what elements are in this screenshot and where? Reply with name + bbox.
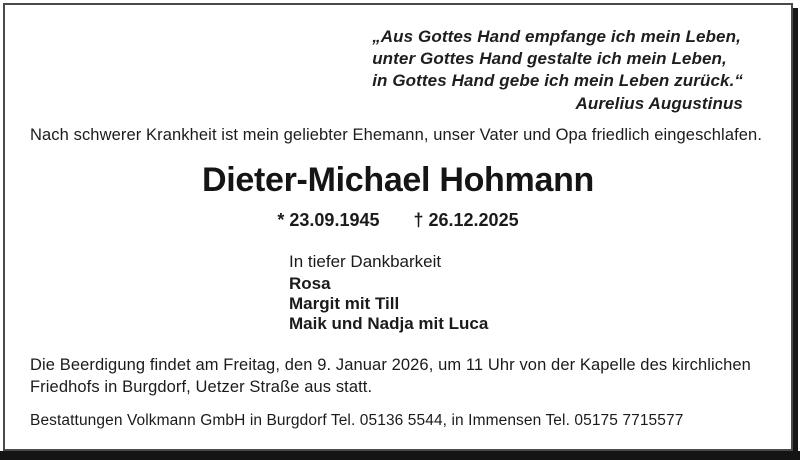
quote-line-3: in Gottes Hand gebe ich mein Leben zurück.“	[372, 71, 743, 90]
funeral-details: Die Beerdigung findet am Freitag, den 9. Januar 2026, um 11 Uhr von der Kapelle des kirchlichen Friedhofs in Burgdorf, Uetzer Straße aus statt.	[30, 356, 751, 396]
mourner-name-2: Margit mit Till	[289, 294, 400, 313]
funeral-home-contact: Bestattungen Volkmann GmbH in Burgdorf Tel. 05136 5544, in Immensen Tel. 05175 7715577	[30, 412, 684, 429]
intro-text: Nach schwerer Krankheit ist mein geliebter Ehemann, unser Vater und Opa friedlich eingeschlafen.	[30, 126, 763, 144]
mourner-name-3: Maik und Nadja mit Luca	[289, 314, 489, 333]
deceased-name: Dieter-Michael Hohmann	[201, 161, 595, 199]
memorial-quote	[372, 26, 743, 115]
mourners-block	[289, 252, 488, 334]
death-date: † 26.12.2025	[413, 210, 519, 230]
bottom-edge-strip	[0, 451, 800, 460]
quote-line-2: unter Gottes Hand gestalte ich mein Leben,	[372, 49, 727, 68]
mourner-name-1: Rosa	[289, 274, 331, 293]
quote-line-1: „Aus Gottes Hand empfange ich mein Leben,	[372, 27, 741, 46]
life-dates	[5, 208, 791, 232]
birth-date: * 23.09.1945	[277, 210, 380, 230]
notice-frame	[3, 3, 793, 451]
condolence-heading: In tiefer Dankbarkeit	[289, 252, 442, 271]
quote-attribution: Aurelius Augustinus	[575, 94, 743, 113]
